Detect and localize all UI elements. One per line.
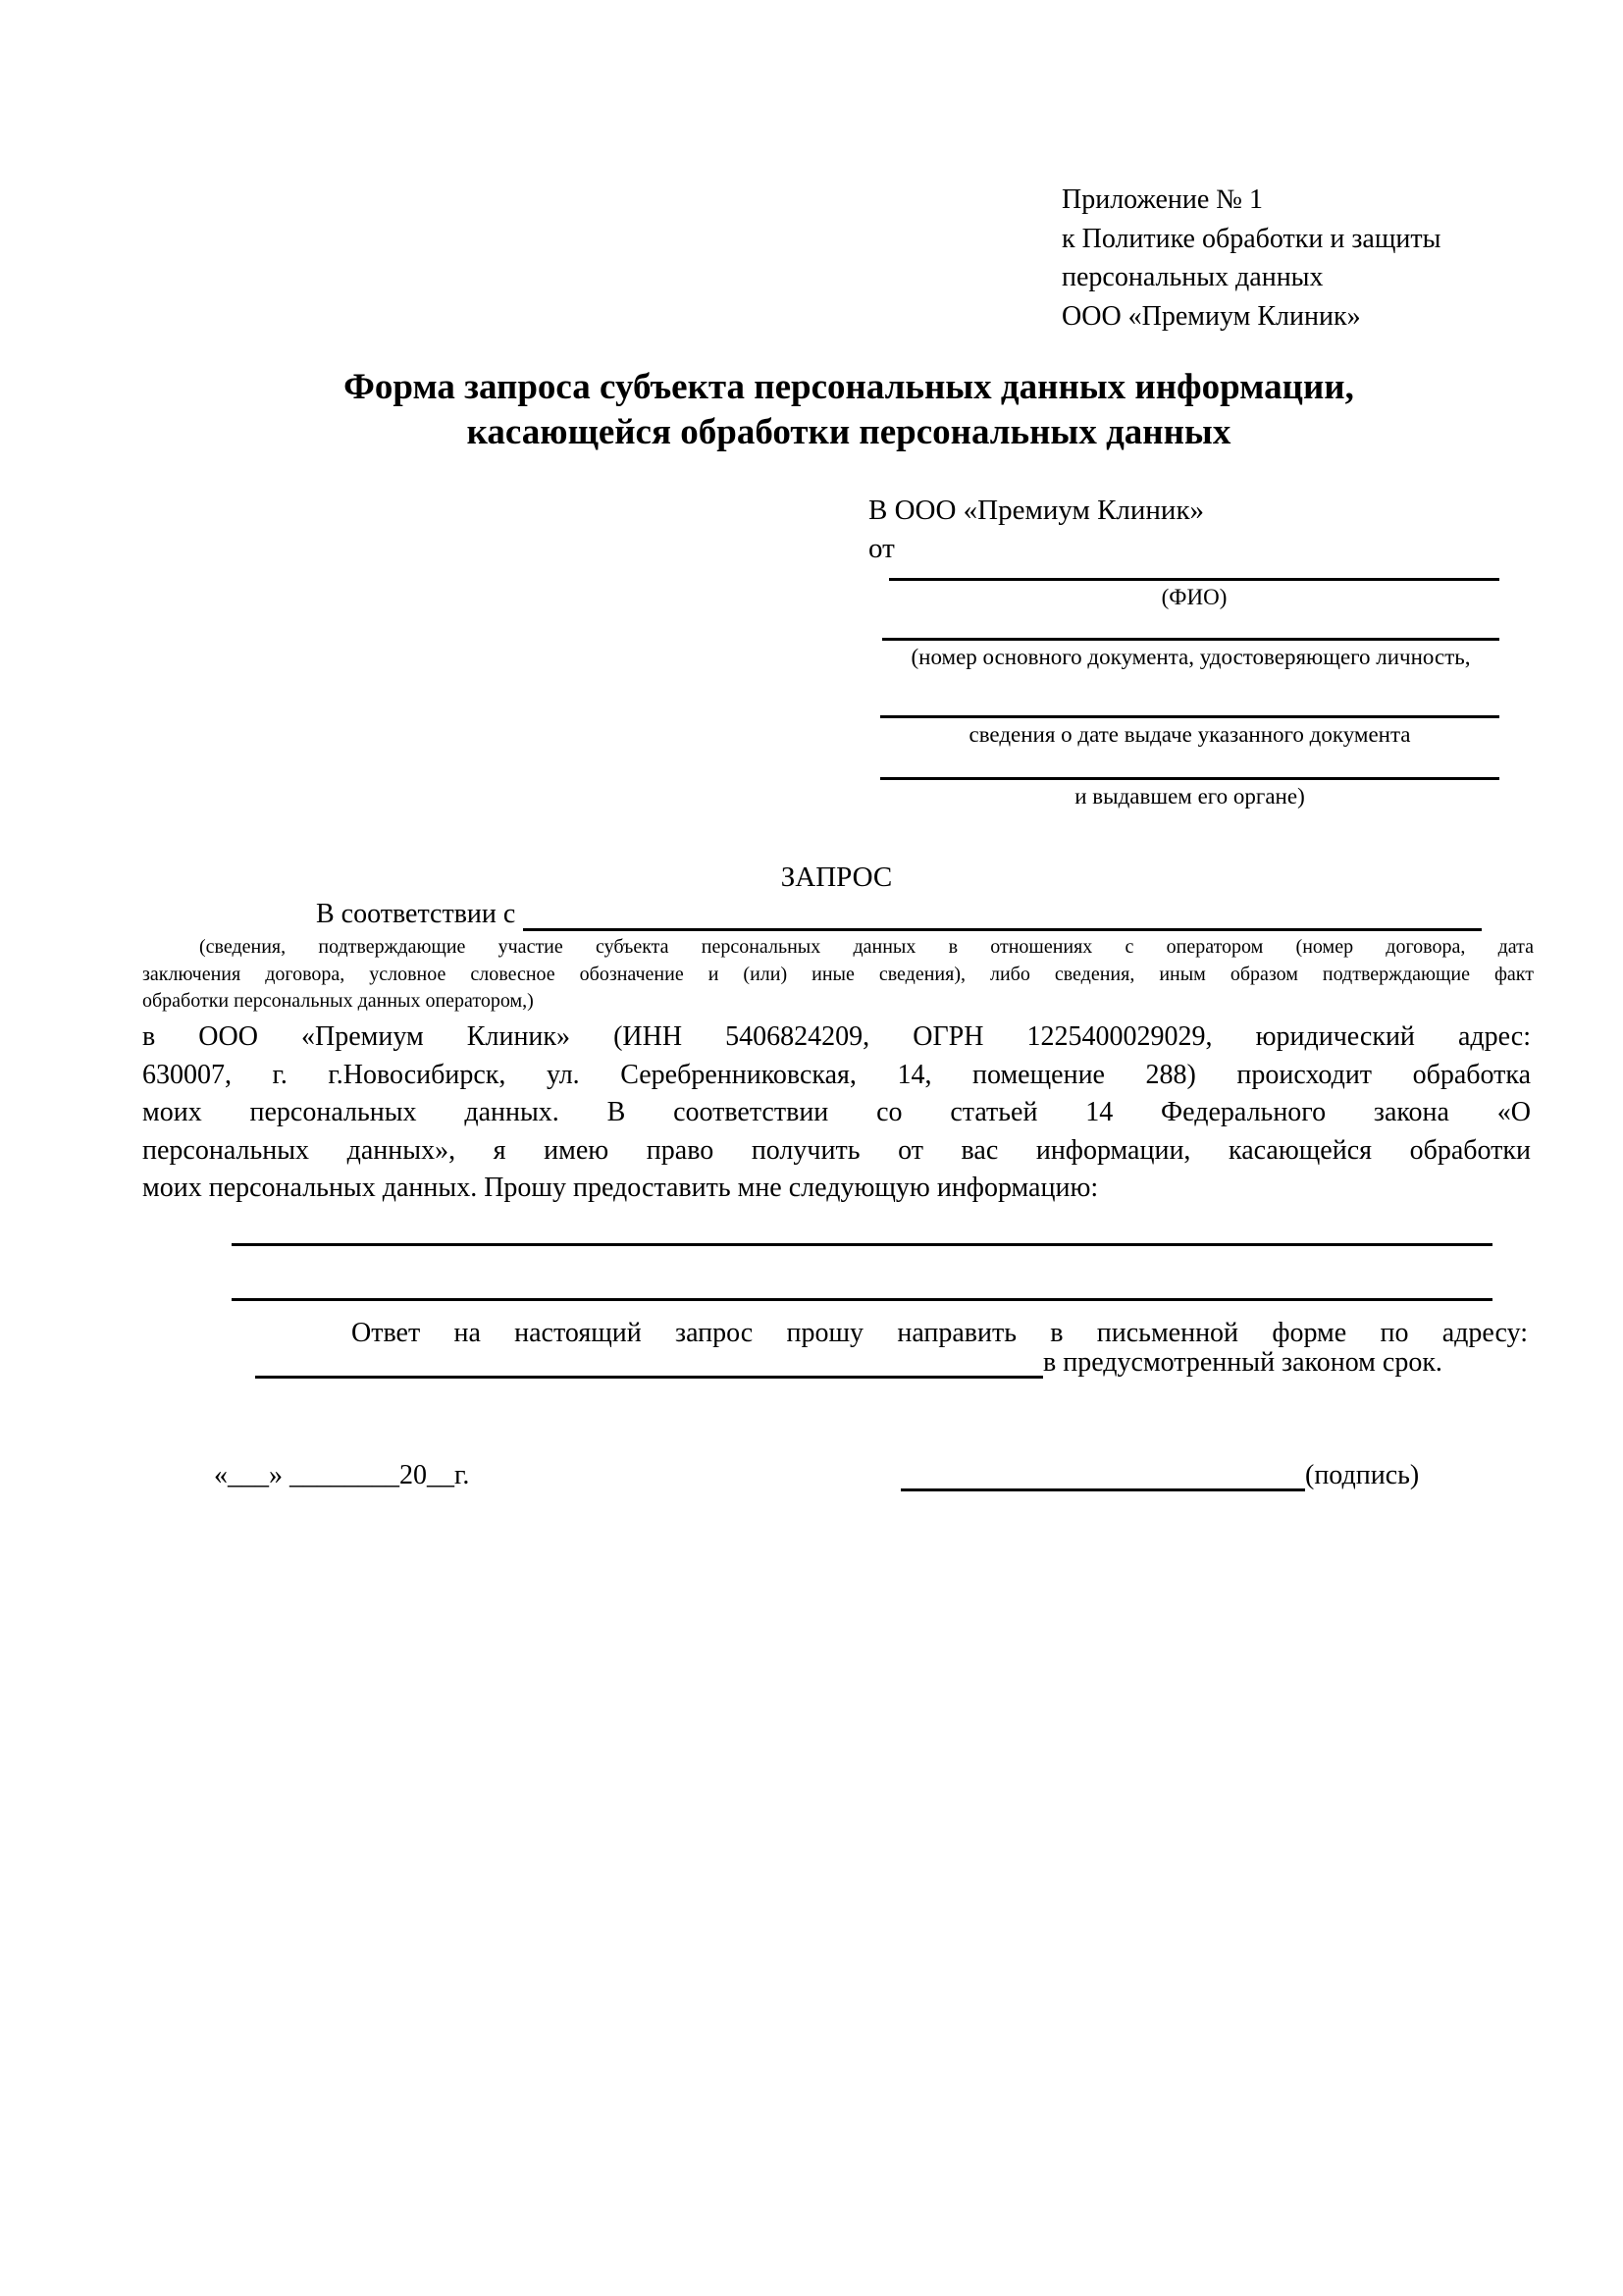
title-line: Форма запроса субъекта персональных данных информации, <box>343 367 1354 407</box>
basis-row <box>142 898 1482 931</box>
basis-footnote <box>142 934 1534 1016</box>
document-title <box>157 365 1541 455</box>
date-write-in: «___» ________20__г. <box>214 1460 470 1490</box>
issue-date-field <box>880 715 1499 748</box>
info-write-in-line-1 <box>232 1243 1492 1246</box>
address-row <box>255 1346 1442 1379</box>
info-write-in-line-2 <box>232 1298 1492 1301</box>
response-deadline-label: в предусмотренный законом срок. <box>1043 1347 1442 1378</box>
issuing-authority-caption: и выдавшем его органе) <box>1074 784 1305 809</box>
appendix-line: к Политике обработки и защиты <box>1062 223 1441 254</box>
response-address-sentence: Ответ на настоящий запрос прошу направить в письменной форме по адресу: <box>351 1318 1528 1348</box>
signature-block <box>901 1459 1419 1491</box>
body-line: 630007, г. г.Новосибирск, ул. Серебренниковская, 14, помещение 288) происходит обработка <box>142 1059 1531 1090</box>
request-heading: ЗАПРОС <box>780 861 893 893</box>
basis-write-in-line <box>523 898 1482 931</box>
body-line: персональных данных», я имею право получить от вас информации, касающейся обработки <box>142 1134 1531 1166</box>
request-body <box>142 1018 1531 1208</box>
id-document-field <box>882 638 1499 670</box>
signature-line <box>901 1459 1305 1491</box>
addressee-to-label: В ООО «Премиум Клиник» <box>868 495 1205 526</box>
appendix-line: ООО «Премиум Клиник» <box>1062 300 1361 332</box>
footnote-line: (сведения, подтверждающие участие субъекта персональных данных в отношениях с оператором (номер договора, дата <box>199 936 1534 958</box>
fio-caption: (ФИО) <box>1161 585 1228 609</box>
addressee-from-label: от <box>868 533 895 564</box>
fio-field <box>889 578 1499 610</box>
appendix-line: Приложение № 1 <box>1062 184 1263 215</box>
body-line: моих персональных данных. Прошу предоставить мне следующую информацию: <box>142 1173 1099 1203</box>
appendix-header <box>1062 181 1440 336</box>
body-line: в ООО «Премиум Клиник» (ИНН 5406824209, ОГРН 1225400029029, юридический адрес: <box>142 1021 1531 1052</box>
signature-caption: (подпись) <box>1305 1460 1420 1490</box>
appendix-line: персональных данных <box>1062 262 1324 292</box>
body-line: моих персональных данных. В соответствии со статьей 14 Федерального закона «О <box>142 1097 1531 1127</box>
footnote-line: заключения договора, условное словесное обозначение и (или) иные сведения), либо сведения, иным образом подтверждающие факт <box>142 963 1534 985</box>
footnote-line: обработки персональных данных оператором,) <box>142 990 534 1012</box>
basis-intro-label: В соответствии с <box>316 899 516 929</box>
address-write-in-line <box>255 1346 1043 1379</box>
issue-date-caption: сведения о дате выдаче указанного документа <box>969 722 1411 747</box>
issuing-authority-field <box>880 777 1499 809</box>
id-document-caption: (номер основного документа, удостоверяющего личность, <box>911 645 1471 669</box>
title-line: касающейся обработки персональных данных <box>466 412 1231 452</box>
